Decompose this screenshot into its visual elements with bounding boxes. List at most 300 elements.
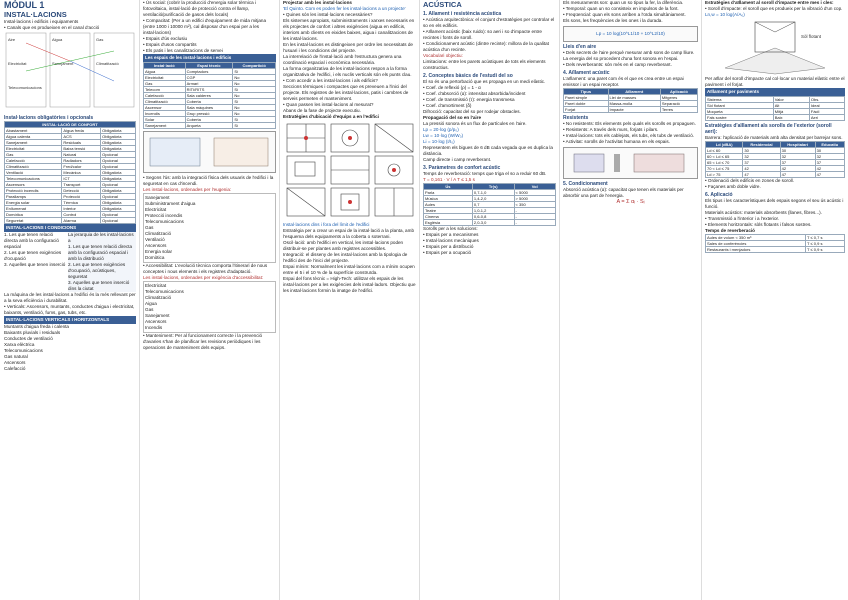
column-header: Tipus bbox=[564, 89, 609, 95]
table-cell: Obs. bbox=[809, 97, 844, 103]
list-item: Xarxa elèctrica bbox=[4, 342, 35, 347]
list-item: Telecomunicacions bbox=[145, 219, 184, 224]
paragraph: L'aïllament: una paret com és el que es crea entre un espai emissor i un espai receptor. bbox=[563, 76, 684, 87]
table-cell: Protecció incendis bbox=[5, 188, 62, 194]
table-row bbox=[5, 158, 136, 164]
table-cell: Electricitat bbox=[5, 146, 62, 152]
table-cell: Residuals bbox=[62, 140, 101, 146]
table-cell: Radiadors bbox=[62, 158, 101, 164]
list-item: Ascensors bbox=[4, 360, 26, 365]
table-row bbox=[5, 188, 136, 194]
vertical-band: INSTAL·LACIONS VERTICALS I HORITZONTALS bbox=[4, 316, 136, 324]
figure-heading: Estratègies d'ubicació d'equips a en l'edifici bbox=[283, 114, 379, 119]
table-cell: Obligatòria bbox=[101, 134, 136, 140]
table-cell: Tèrmica bbox=[62, 200, 101, 206]
paragraph: Temps de reverberació: temps que triga el so a reduir 60 dB. bbox=[423, 171, 547, 176]
column-header: Ús bbox=[424, 184, 473, 190]
table-cell: - bbox=[514, 220, 555, 226]
spaces-table bbox=[143, 62, 276, 129]
conditions-band: INSTAL·LACIONS I CONDICIONS bbox=[4, 224, 136, 232]
table-row bbox=[564, 101, 698, 107]
table-cell: Solar bbox=[144, 117, 186, 123]
paragraph: • Aïllament acústic (baix ruido): so aeri i so d'impacte entre recintes i fonts de soroll. bbox=[423, 29, 542, 40]
table-cell: Aeri bbox=[809, 115, 844, 121]
paragraph: • Accessibilitat: L'evolució tècnica comporta l'itinerari de nous conceptes i nous elements i els registres d'adaptació. bbox=[143, 263, 268, 274]
table-cell: ACS bbox=[62, 134, 101, 140]
column-header: Compartició bbox=[233, 63, 276, 69]
table-cell: Paret simple bbox=[564, 95, 609, 101]
conditions-right bbox=[68, 232, 136, 292]
table-cell: Sí bbox=[233, 87, 276, 93]
table-cell: Valor bbox=[773, 97, 809, 103]
diagram-label: Sanejament bbox=[52, 61, 74, 66]
list-item: • Espais per a distribució bbox=[423, 244, 474, 249]
table-cell: 42 bbox=[815, 166, 844, 172]
table-cell: Calefacció bbox=[144, 93, 186, 99]
table-cell: Opcional bbox=[101, 158, 136, 164]
paragraph: Materials acústics: materials absorbents (llanes, fibres...). bbox=[705, 210, 822, 215]
diagram-label: Aigua bbox=[52, 37, 63, 42]
list-item: Gas natural bbox=[4, 354, 28, 359]
reverberation-table bbox=[423, 183, 556, 226]
table-cell: RITI/RITS bbox=[185, 87, 233, 93]
figure-label: Sòl flotant bbox=[801, 34, 822, 39]
table-cell: Opcional bbox=[101, 182, 136, 188]
table-row bbox=[706, 172, 845, 178]
paragraph: • Compacitat: (Per a un edifici d'equipament de mida mitjana (entre 1000 i 10000 m²), cal disposar d'un espai per a les instal·lacions) bbox=[143, 18, 267, 35]
table-cell: Ascensors bbox=[5, 182, 62, 188]
table-cell: Restaurants i menjadors bbox=[706, 247, 806, 253]
paving-table-title: Aïllament per paviments bbox=[705, 88, 845, 96]
table-cell: Paret doble bbox=[564, 101, 609, 107]
paragraph: Vocabulari objectiu: bbox=[423, 53, 463, 58]
table-cell: 0,7-1,0 bbox=[472, 190, 514, 196]
section-heading: Lleis d'en aire bbox=[563, 44, 597, 50]
table-cell: 30 bbox=[780, 148, 815, 154]
floating-floor-figure bbox=[705, 18, 845, 76]
table-title: Temps de reverberació bbox=[705, 228, 755, 233]
column-1 bbox=[4, 0, 136, 600]
installations-table bbox=[4, 121, 136, 224]
list-item: Aigua bbox=[145, 301, 157, 306]
table-cell: 37 bbox=[743, 160, 780, 166]
table-cell: Telecom bbox=[144, 87, 186, 93]
list-item: • Espais per a ocupació bbox=[423, 250, 472, 255]
reverberation-limits-table bbox=[705, 234, 845, 253]
list-item: • Espais per a mecanismes bbox=[423, 232, 479, 237]
table-cell: No bbox=[233, 75, 276, 81]
paragraph: Integració: el disseny de les instal·lacions amb la tipologia de l'edifici des de l'inici del projecte. bbox=[283, 252, 408, 263]
table-cell: No bbox=[233, 93, 276, 99]
column-5 bbox=[563, 0, 698, 600]
bullet: • Coef. d'amortiment (δ) bbox=[423, 103, 472, 108]
list-item: Ascensors bbox=[145, 243, 167, 248]
table-cell: Sí bbox=[233, 69, 276, 75]
table-cell: Aigua bbox=[144, 69, 186, 75]
paragraph: • Temporal: quan un so consisteix en impulsos de la font. bbox=[563, 6, 679, 11]
paragraph: Els tipus i les característiques dels espais segons el seu ús acústic i funció. bbox=[705, 198, 844, 209]
table-row bbox=[706, 115, 845, 121]
table-row bbox=[706, 247, 845, 253]
table-cell: 30 bbox=[815, 148, 844, 154]
paragraph: • Condicionament acústic (dintre recinte): millora de la qualitat acústica d'un recinte. bbox=[423, 41, 549, 52]
table-row bbox=[5, 206, 136, 212]
paragraph: • Dels secrets de l'aire perquè mesurar amb sons de camp lliure. bbox=[563, 50, 695, 55]
table-cell: Gas bbox=[144, 81, 186, 87]
diagram-label: Climatització bbox=[96, 61, 119, 66]
condition-item: La jerarquia de les instal·lacions a bbox=[68, 232, 134, 243]
exterior-noise-table bbox=[705, 141, 845, 178]
column-2 bbox=[143, 0, 276, 600]
table-cell: Mitgeres bbox=[660, 95, 697, 101]
table-cell: Grup pressió bbox=[185, 111, 233, 117]
table-cell: Comptadors bbox=[185, 69, 233, 75]
access-list bbox=[143, 281, 276, 333]
table-cell: Parallamps bbox=[5, 194, 62, 200]
table-row bbox=[424, 220, 556, 226]
table-cell: Transport bbox=[62, 182, 101, 188]
table-cell: Opcional bbox=[101, 152, 136, 158]
use-list bbox=[143, 193, 276, 263]
paragraph: Oscil·lació: amb l'edifici en vertical, les instal·lacions poden distribuir-se per plantes amb registres accessibles. bbox=[283, 240, 404, 251]
table-cell: Coberta bbox=[185, 99, 233, 105]
table-row bbox=[5, 140, 136, 146]
table-cell: Abastament bbox=[5, 128, 62, 134]
installations-diagram bbox=[4, 31, 136, 111]
formula-box: Lp = 10 log(10^L1/10 + 10^L2/10) bbox=[563, 26, 698, 42]
table-cell: Aules bbox=[424, 202, 473, 208]
table-cell: 65 < Ld ≤ 70 bbox=[706, 160, 743, 166]
column-6 bbox=[705, 0, 845, 600]
equipment-location-diagrams bbox=[283, 120, 416, 220]
table-cell: - bbox=[514, 214, 555, 220]
table-cell: Sí bbox=[233, 123, 276, 129]
paving-table bbox=[705, 96, 845, 121]
table-cell: Sales de conferències bbox=[706, 241, 806, 247]
list-item: Sanejament bbox=[145, 195, 170, 200]
paragraph: • Façanes amb doble vidre. bbox=[705, 184, 761, 189]
table-cell: Ascensor bbox=[144, 105, 186, 111]
table-cell: 60 < Ld ≤ 65 bbox=[706, 154, 743, 160]
bullet: • Com accedir a les instal·lacions i als edificis? bbox=[283, 78, 378, 83]
paragraph: Barrera: l'aplicació de materials amb alta densitat per barrejar sons. bbox=[705, 135, 843, 140]
table-cell: 37 bbox=[780, 160, 815, 166]
table-cell: Incendis bbox=[144, 111, 186, 117]
table-cell: Impacte bbox=[608, 107, 660, 113]
table-cell: Opcional bbox=[101, 212, 136, 218]
table-cell: Armari bbox=[185, 81, 233, 87]
list-item: Conductes de ventilació bbox=[4, 336, 53, 341]
table-cell: Control bbox=[62, 212, 101, 218]
condition-item: 1. Les que tenen relació directa amb la configuració espacial i amb la distribució bbox=[68, 244, 133, 261]
table-cell: No bbox=[233, 105, 276, 111]
intro-bullet: • Canals que es produeixen en el canal d'acció bbox=[4, 25, 100, 30]
paragraph: Espai mínim: Normalment les instal·lacions com a mínim ocupen entre el 5 i el 10 % de la superfície construïda. bbox=[283, 264, 415, 275]
table-cell: 42 bbox=[780, 166, 815, 172]
paragraph: • Freqüencial: quan els sons arriben a l'oïda simultàniament. bbox=[563, 12, 686, 17]
paragraph: La forma organitzativa de les instal·lacions respon a la forma organitzativa de l'edifici, i els nuclis verticals són els punts clau. bbox=[283, 66, 412, 77]
table-cell: T ≤ 0,9 s bbox=[806, 241, 845, 247]
table-cell: Mitjà bbox=[773, 109, 809, 115]
section-heading: 1. Allament i resistència acústica bbox=[423, 11, 502, 17]
condition-item: 2. Les que tenen exigències d'ocupació, acústiques, seguretat bbox=[68, 262, 126, 279]
paragraph: Les instal·lacions, ordenades per exigència d'accessibilitat: bbox=[143, 275, 264, 280]
table-cell: Sistema bbox=[706, 97, 774, 103]
bullet: • Coef. d'absorció (α): intensitat absorbida/incident bbox=[423, 91, 526, 96]
paragraph: • Instal·lacions: tots els cablejats, els tubs, els tubs de ventilació. bbox=[563, 133, 695, 138]
table-cell: Sòl flotant bbox=[706, 103, 774, 109]
table-cell: Ideal bbox=[809, 103, 844, 109]
paragraph: Seccions tèrmiques i compactes que es preveuen a l'inici del projecte. Els registres de les instal·lacions, patis i cambres de serveis permeten el manteniment. bbox=[283, 84, 409, 101]
column-header: Instal·lació bbox=[144, 63, 186, 69]
table-cell: Baixa tensió bbox=[62, 146, 101, 152]
impact-formula: Ln,w = 10 log(A/A₀) bbox=[705, 12, 745, 17]
condition-item: 3. Aquelles que tenen inserció dins la ciutat bbox=[68, 280, 130, 291]
table-cell: T ≤ 0,9 s bbox=[806, 247, 845, 253]
table-cell: Terres bbox=[660, 107, 697, 113]
table-cell: Obligatòria bbox=[101, 170, 136, 176]
paragraph: • Manteniment: Per al funcionament correcte i la prevenció d'avaries s'han de planificar les revisions periòdiques i les operacions de manteniment dels equips. bbox=[143, 333, 263, 350]
bullet: • Espais d'ús exclusiu bbox=[143, 36, 188, 41]
table-row bbox=[5, 200, 136, 206]
table-cell: T ≤ 0,7 s bbox=[806, 235, 845, 241]
table-cell: 32 bbox=[815, 154, 844, 160]
list-item: Electricitat bbox=[145, 283, 167, 288]
formulas bbox=[423, 127, 556, 145]
list-item: Domòtica bbox=[145, 255, 165, 260]
condition-item: 3. Aquelles que tenen inserció bbox=[4, 262, 66, 267]
paragraph: Abans de la fase de projecte executiu. bbox=[283, 108, 361, 113]
table-cell: Energia solar bbox=[5, 200, 62, 206]
table-cell: Calefacció bbox=[5, 158, 62, 164]
heading: Estratègies d'aïllament al soroll d'impacte entre mes i cles: bbox=[705, 0, 834, 5]
paragraph: La màquina de les instal·lacions a l'edifici és la més rellevant per a la seva eficiència i durabilitat. bbox=[4, 292, 136, 303]
table-cell: 1,0-1,2 bbox=[472, 208, 514, 214]
table-cell: Obligatòria bbox=[101, 146, 136, 152]
table-cell: 47 bbox=[780, 172, 815, 178]
formula: Lp = 20·log (p/p₀) bbox=[423, 127, 459, 132]
paragraph: Estratègia per a crear un espai de la instal·lació a la planta, amb l'esquema dels equipaments a la coberta o soterrani. bbox=[283, 228, 414, 239]
table-cell: 32 bbox=[743, 154, 780, 160]
formula: Lw = 10·log (W/W₀) bbox=[423, 133, 464, 138]
table-cell: Alarma bbox=[62, 218, 101, 224]
table-cell: Opcional bbox=[101, 218, 136, 224]
table-cell: Forjat bbox=[564, 107, 609, 113]
list-item: Telecomunicacions bbox=[4, 348, 43, 353]
paragraph: Difrocció: capacitat del so per rodejar obstacles. bbox=[423, 109, 521, 114]
bullet: • Quines són les instal·lacions necessàries? bbox=[283, 12, 373, 17]
list-item: Ventilació bbox=[145, 237, 165, 242]
table-cell: ICT bbox=[62, 176, 101, 182]
table-cell: Aules de volum < 350 m³ bbox=[706, 235, 806, 241]
page-title: MÒDUL 1 bbox=[4, 0, 45, 10]
column-header: Aïllament bbox=[608, 89, 660, 95]
table-cell: Opcional bbox=[101, 164, 136, 170]
table-cell: Separació bbox=[660, 101, 697, 107]
paragraph: • Soroll d'impacte: el soroll que es produeix per la vibració d'un cop. bbox=[705, 6, 843, 11]
table-cell: 32 bbox=[780, 154, 815, 160]
diagram-label: Aire bbox=[8, 37, 16, 42]
paragraph: • No resistents: Els elements pels quals els sorolls es propaguen. bbox=[563, 121, 696, 126]
heading: Projectar amb les instal·lacions bbox=[283, 0, 352, 5]
table-cell: Electricitat bbox=[144, 75, 186, 81]
insulation-diagram bbox=[563, 147, 698, 179]
section-heading: Resistents bbox=[563, 115, 589, 121]
table-cell: Alt bbox=[773, 103, 809, 109]
table-cell: 47 bbox=[815, 172, 844, 178]
table-cell: Teatre bbox=[424, 208, 473, 214]
table-cell: Interior bbox=[62, 206, 101, 212]
table-cell: No bbox=[233, 81, 276, 87]
list-item: Baixants pluvials i residuals bbox=[4, 330, 61, 335]
paragraph: Espai del fons tècnic = High-Tech: utilitzar els espais de les instal·lacions per a les exigències dels instal·ladors. Objectiu que les instal·lacions formin la imatge de l'edifici. bbox=[283, 276, 416, 293]
paragraph: Les instal·lacions, ordenades per l'eugenia: bbox=[143, 187, 232, 192]
bullet: • Coef. de transmissió (τ): energia transmesa bbox=[423, 97, 515, 102]
table-row bbox=[5, 182, 136, 188]
table-row bbox=[5, 194, 136, 200]
list-item: Electricitat bbox=[145, 207, 167, 212]
table-cell: Ld ≤ 60 bbox=[706, 148, 743, 154]
list-item: Climatització bbox=[145, 295, 172, 300]
table-cell: Natural bbox=[62, 152, 101, 158]
table-cell: 0,7 bbox=[472, 202, 514, 208]
list-item: Sanejament bbox=[145, 313, 170, 318]
solutions-list bbox=[423, 232, 556, 256]
table-cell: Detecció bbox=[62, 188, 101, 194]
table-cell: 30 bbox=[743, 148, 780, 154]
paragraph: Camp directe i camp reverberant. bbox=[423, 157, 492, 162]
paragraph: Absorció acústica (α): capacitat que tenen els materials per absorbir una part de l'energia. bbox=[563, 187, 684, 198]
spaces-table-title: Les espais de les instal·lacions i edificis bbox=[143, 54, 276, 62]
subtitle: 'El Quinto. Com es poden fer les instal·lacions a un projecte' bbox=[283, 6, 406, 11]
section-heading: 6. Aplicació bbox=[705, 192, 733, 198]
table-row bbox=[564, 107, 698, 113]
spaces-diagram bbox=[143, 131, 276, 173]
paragraph: • Ús social: (cobrir la producció d'energia solar tèrmica i fotovoltaica, instal·lació de protecció contra el llamp, ventilació/purificació de gasos dels locals) bbox=[143, 0, 257, 17]
bullet: • Espais d'usos compartits bbox=[143, 42, 197, 47]
table-cell: Gas bbox=[5, 152, 62, 158]
conditions-left bbox=[4, 232, 66, 292]
list-item: Ascensors bbox=[145, 319, 167, 324]
table-cell: - bbox=[514, 208, 555, 214]
paragraph: • Elements horitzontals: sòls flotants i falsos sostres. bbox=[705, 222, 812, 227]
table-cell: Llei de masses bbox=[608, 95, 660, 101]
column-header: Educatiu bbox=[815, 142, 844, 148]
column-3 bbox=[283, 0, 416, 600]
paragraph: • Ordenació dels edificis en zones de soroll. bbox=[705, 178, 794, 183]
column-header: Tr(s) bbox=[472, 184, 514, 190]
paragraph: • Resistents: A través dels murs, forjats i pilars. bbox=[563, 127, 659, 132]
table-cell: Opcional bbox=[101, 194, 136, 200]
paragraph: Els sistemes apropiats, subministraments i xarxes necessaris en els projectes de confort i altres exigències (aigua en edificis, interiors amb clients en eixides baixes, aigua i canalitzacions de les instal·lacions. bbox=[283, 18, 415, 41]
table-cell: Sala màquines bbox=[185, 105, 233, 111]
table-cell: Obligatòria bbox=[101, 176, 136, 182]
list-item: Telecomunicacions bbox=[145, 289, 184, 294]
table-cell: Fàcil bbox=[809, 109, 844, 115]
table-cell: Coberta bbox=[185, 117, 233, 123]
paragraph: • Transmissió a l'interior i a l'exterior. bbox=[705, 216, 780, 221]
table-row bbox=[5, 134, 136, 140]
list-item: Gas bbox=[145, 225, 154, 230]
table-cell: Sanejament bbox=[5, 140, 62, 146]
paragraph: La energia del so procedent d'una font sonora en l'espai. bbox=[563, 56, 679, 61]
table-cell: Fred/calor bbox=[62, 164, 101, 170]
condition-item: 1. Les que tenen relació directa amb la configuració espacial bbox=[4, 232, 59, 249]
paragraph: En les instal·lacions es distingeixen per ordre les necessitats de l'usuari i les condicions del projecte. bbox=[283, 42, 413, 53]
paragraph: • Verticals: Ascensors, muntants, conductes d'aigua i electricitat, baixants, ventilació, fums, gas, tubs, etc. bbox=[4, 304, 135, 315]
paragraph: Els sons, les freqüències de les ones i la durada. bbox=[563, 18, 663, 23]
paragraph: La pressió sonora és un flux de partícules en l'aire. bbox=[423, 121, 527, 126]
table-cell: Sí bbox=[233, 99, 276, 105]
table-cell: Telecomunicacions bbox=[5, 176, 62, 182]
section-heading: 4. Aïllament acústic bbox=[563, 70, 610, 76]
table-cell: 70 < Ld ≤ 75 bbox=[706, 166, 743, 172]
table-cell: Climatització bbox=[144, 99, 186, 105]
list-item: Subministrament d'aigua bbox=[145, 201, 196, 206]
paragraph: La interrelació de l'instal·lació amb l'estructura genera una coordinació espacial i econòmica necessària. bbox=[283, 54, 402, 65]
column-header: Vol bbox=[514, 184, 555, 190]
reverberation-formula: T = 0,161 · V / A T ≤ 1,5 s bbox=[423, 177, 475, 182]
absorption-formula: A = Σ αᵢ · Sᵢ bbox=[616, 199, 645, 205]
obligatory-section-title: Instal·lacions obligatòries i opcionals bbox=[4, 115, 94, 121]
diagram-label: Telecomunicacions bbox=[8, 85, 42, 90]
intro-text: Instal·lacions i edificis i equipaments bbox=[4, 19, 79, 24]
table-cell: Aigua freda bbox=[62, 128, 101, 134]
table-cell: Domòtica bbox=[5, 212, 62, 218]
section-heading: 5. Condicionament bbox=[563, 181, 608, 187]
table-cell: Obligatòria bbox=[101, 200, 136, 206]
insulation-table bbox=[563, 88, 698, 113]
bullet: • Quan passen les instal·lacions al mesurat? bbox=[283, 102, 374, 107]
paragraph: Limitacions: entre les parets acústiques de tots els elements constructius. bbox=[423, 59, 546, 70]
table-cell: Ventilació bbox=[5, 170, 62, 176]
table-cell: Sala calderes bbox=[185, 93, 233, 99]
table-cell: Música bbox=[424, 196, 473, 202]
table-cell: Climatització bbox=[5, 164, 62, 170]
coefficient-list bbox=[423, 85, 556, 109]
column-header: Residencial bbox=[743, 142, 780, 148]
table-cell: No bbox=[233, 111, 276, 117]
table-cell: Enllumenat bbox=[5, 206, 62, 212]
figure-caption: Instal·lacions dins i fora del límit de l'edifici bbox=[283, 222, 370, 227]
table-row bbox=[5, 146, 136, 152]
list-item: Energia solar bbox=[145, 249, 173, 254]
list-item: Calefacció bbox=[4, 366, 26, 371]
table-cell: > 5000 bbox=[514, 196, 555, 202]
table-cell: Mecànica bbox=[62, 170, 101, 176]
table-cell: Sí bbox=[233, 117, 276, 123]
table-row bbox=[5, 128, 136, 134]
table-cell: CGP bbox=[185, 75, 233, 81]
list-item: Muntants d'aigua freda i calenta bbox=[4, 324, 69, 329]
table-cell: Parla bbox=[424, 190, 473, 196]
bullets bbox=[143, 36, 276, 54]
table-cell: Ld > 75 bbox=[706, 172, 743, 178]
table-header: INSTAL·LACIÓ DE CONFORT bbox=[5, 122, 136, 128]
table-cell: Església bbox=[424, 220, 473, 226]
condition-item: 2. Les que tenen exigències d'ocupació bbox=[4, 250, 62, 261]
table-cell: < 5000 bbox=[514, 190, 555, 196]
paragraph: • Dels reverberants: són més en el camp reverberant. bbox=[563, 62, 672, 67]
diagram-label: Electricitat bbox=[8, 61, 27, 66]
column-header: Aplicació bbox=[660, 89, 697, 95]
paragraph: • Activitat: sorolls de l'activitat humana en els espais. bbox=[563, 139, 670, 144]
list-item: Protecció incendis bbox=[145, 213, 183, 218]
table-cell: Protecció bbox=[62, 194, 101, 200]
paragraph: • Acústica arquitectònica: el conjunt d'estratègies per controlar el so en els edificis. bbox=[423, 17, 555, 28]
subheading: Propagació del so en l'aire bbox=[423, 115, 482, 120]
table-cell: Obligatòria bbox=[101, 206, 136, 212]
